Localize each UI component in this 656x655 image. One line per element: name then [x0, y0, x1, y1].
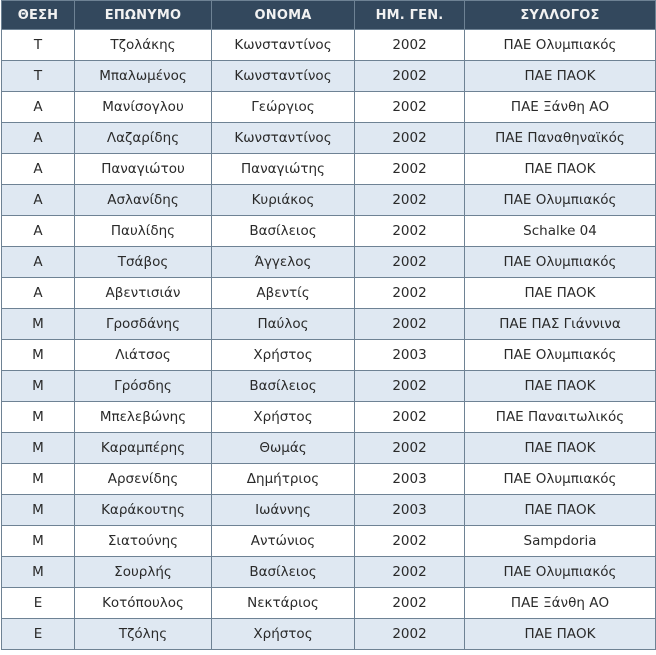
cell-surname: Μπελεβώνης — [75, 402, 212, 433]
cell-name: Αντώνιος — [212, 526, 355, 557]
table-row — [2, 216, 656, 247]
table-row — [2, 247, 656, 278]
cell-surname: Τσάβος — [75, 247, 212, 278]
cell-surname: Μανίσογλου — [75, 92, 212, 123]
cell-surname: Τζόλης — [75, 619, 212, 650]
cell-surname: Τζολάκης — [75, 30, 212, 61]
cell-position: A — [2, 154, 75, 185]
cell-birth-year: 2002 — [355, 154, 465, 185]
cell-birth-year: 2002 — [355, 619, 465, 650]
cell-name: Βασίλειος — [212, 371, 355, 402]
cell-name: Βασίλειος — [212, 216, 355, 247]
cell-club: ΠΑΕ ΠΑΟΚ — [465, 61, 656, 92]
cell-name: Άγγελος — [212, 247, 355, 278]
cell-surname: Αρσενίδης — [75, 464, 212, 495]
cell-position: T — [2, 61, 75, 92]
cell-position: M — [2, 371, 75, 402]
cell-surname: Καράκουτης — [75, 495, 212, 526]
cell-position: A — [2, 278, 75, 309]
cell-position: E — [2, 588, 75, 619]
col-header-surname: ΕΠΩΝΥΜΟ — [75, 1, 212, 30]
cell-position: A — [2, 185, 75, 216]
table-row — [2, 526, 656, 557]
table-row — [2, 92, 656, 123]
table-row — [2, 588, 656, 619]
cell-birth-year: 2002 — [355, 216, 465, 247]
cell-surname: Παναγιώτου — [75, 154, 212, 185]
cell-surname: Γροσδάνης — [75, 309, 212, 340]
cell-club: ΠΑΕ ΠΑΟΚ — [465, 371, 656, 402]
table-row — [2, 557, 656, 588]
cell-birth-year: 2002 — [355, 402, 465, 433]
table-row — [2, 278, 656, 309]
cell-birth-year: 2002 — [355, 557, 465, 588]
cell-name: Κυριάκος — [212, 185, 355, 216]
cell-club: ΠΑΕ ΠΑΟΚ — [465, 433, 656, 464]
cell-name: Γεώργιος — [212, 92, 355, 123]
cell-birth-year: 2002 — [355, 588, 465, 619]
table-row — [2, 464, 656, 495]
col-header-birth-year: ΗΜ. ΓΕΝ. — [355, 1, 465, 30]
cell-club: ΠΑΕ ΠΑΣ Γιάννινα — [465, 309, 656, 340]
cell-birth-year: 2003 — [355, 495, 465, 526]
cell-birth-year: 2002 — [355, 123, 465, 154]
table-row — [2, 371, 656, 402]
cell-club: Schalke 04 — [465, 216, 656, 247]
cell-club: ΠΑΕ ΠΑΟΚ — [465, 154, 656, 185]
table-row — [2, 619, 656, 650]
cell-position: A — [2, 247, 75, 278]
cell-surname: Ασλανίδης — [75, 185, 212, 216]
cell-birth-year: 2002 — [355, 433, 465, 464]
cell-name: Νεκτάριος — [212, 588, 355, 619]
table-row — [2, 433, 656, 464]
cell-club: ΠΑΕ Ολυμπιακός — [465, 464, 656, 495]
cell-birth-year: 2002 — [355, 526, 465, 557]
cell-birth-year: 2002 — [355, 92, 465, 123]
cell-surname: Λαζαρίδης — [75, 123, 212, 154]
cell-club: ΠΑΕ ΠΑΟΚ — [465, 619, 656, 650]
cell-position: A — [2, 216, 75, 247]
table-row — [2, 123, 656, 154]
cell-birth-year: 2002 — [355, 371, 465, 402]
cell-name: Βασίλειος — [212, 557, 355, 588]
cell-club: ΠΑΕ Ξάνθη ΑΟ — [465, 588, 656, 619]
cell-club: Sampdoria — [465, 526, 656, 557]
roster-table — [1, 0, 656, 650]
cell-surname: Σιατούνης — [75, 526, 212, 557]
cell-position: T — [2, 30, 75, 61]
cell-club: ΠΑΕ Ολυμπιακός — [465, 557, 656, 588]
cell-birth-year: 2003 — [355, 340, 465, 371]
cell-club: ΠΑΕ ΠΑΟΚ — [465, 278, 656, 309]
cell-position: M — [2, 495, 75, 526]
cell-birth-year: 2002 — [355, 61, 465, 92]
cell-club: ΠΑΕ Ολυμπιακός — [465, 247, 656, 278]
cell-surname: Σουρλής — [75, 557, 212, 588]
cell-position: M — [2, 526, 75, 557]
cell-name: Θωμάς — [212, 433, 355, 464]
cell-position: M — [2, 464, 75, 495]
table-row — [2, 309, 656, 340]
table-row — [2, 154, 656, 185]
cell-name: Χρήστος — [212, 340, 355, 371]
cell-name: Κωνσταντίνος — [212, 61, 355, 92]
cell-birth-year: 2003 — [355, 464, 465, 495]
col-header-position: ΘΕΣΗ — [2, 1, 75, 30]
cell-birth-year: 2002 — [355, 309, 465, 340]
cell-name: Παναγιώτης — [212, 154, 355, 185]
table-row — [2, 340, 656, 371]
cell-position: M — [2, 340, 75, 371]
cell-surname: Κοτόπουλος — [75, 588, 212, 619]
cell-birth-year: 2002 — [355, 30, 465, 61]
cell-position: M — [2, 402, 75, 433]
table-row — [2, 61, 656, 92]
cell-position: M — [2, 309, 75, 340]
cell-surname: Καραμπέρης — [75, 433, 212, 464]
cell-club: ΠΑΕ Παναιτωλικός — [465, 402, 656, 433]
cell-name: Ιωάννης — [212, 495, 355, 526]
cell-club: ΠΑΕ Ξάνθη ΑΟ — [465, 92, 656, 123]
cell-surname: Γρόσδης — [75, 371, 212, 402]
cell-name: Χρήστος — [212, 402, 355, 433]
cell-position: A — [2, 92, 75, 123]
header-row — [2, 1, 656, 30]
cell-name: Δημήτριος — [212, 464, 355, 495]
cell-name: Αβεντίς — [212, 278, 355, 309]
cell-club: ΠΑΕ Ολυμπιακός — [465, 340, 656, 371]
cell-birth-year: 2002 — [355, 278, 465, 309]
cell-position: M — [2, 433, 75, 464]
cell-name: Κωνσταντίνος — [212, 30, 355, 61]
table-row — [2, 185, 656, 216]
cell-name: Χρήστος — [212, 619, 355, 650]
col-header-club: ΣΥΛΛΟΓΟΣ — [465, 1, 656, 30]
cell-surname: Αβεντισιάν — [75, 278, 212, 309]
cell-surname: Λιάτσος — [75, 340, 212, 371]
table-row — [2, 402, 656, 433]
cell-position: E — [2, 619, 75, 650]
cell-birth-year: 2002 — [355, 185, 465, 216]
cell-surname: Μπαλωμένος — [75, 61, 212, 92]
table-row — [2, 495, 656, 526]
cell-name: Παύλος — [212, 309, 355, 340]
col-header-name: ΟΝΟΜΑ — [212, 1, 355, 30]
cell-club: ΠΑΕ ΠΑΟΚ — [465, 495, 656, 526]
roster-body — [2, 30, 656, 650]
cell-club: ΠΑΕ Ολυμπιακός — [465, 30, 656, 61]
cell-position: A — [2, 123, 75, 154]
table-row — [2, 30, 656, 61]
cell-name: Κωνσταντίνος — [212, 123, 355, 154]
cell-position: M — [2, 557, 75, 588]
cell-club: ΠΑΕ Ολυμπιακός — [465, 185, 656, 216]
cell-birth-year: 2002 — [355, 247, 465, 278]
cell-club: ΠΑΕ Παναθηναϊκός — [465, 123, 656, 154]
cell-surname: Παυλίδης — [75, 216, 212, 247]
